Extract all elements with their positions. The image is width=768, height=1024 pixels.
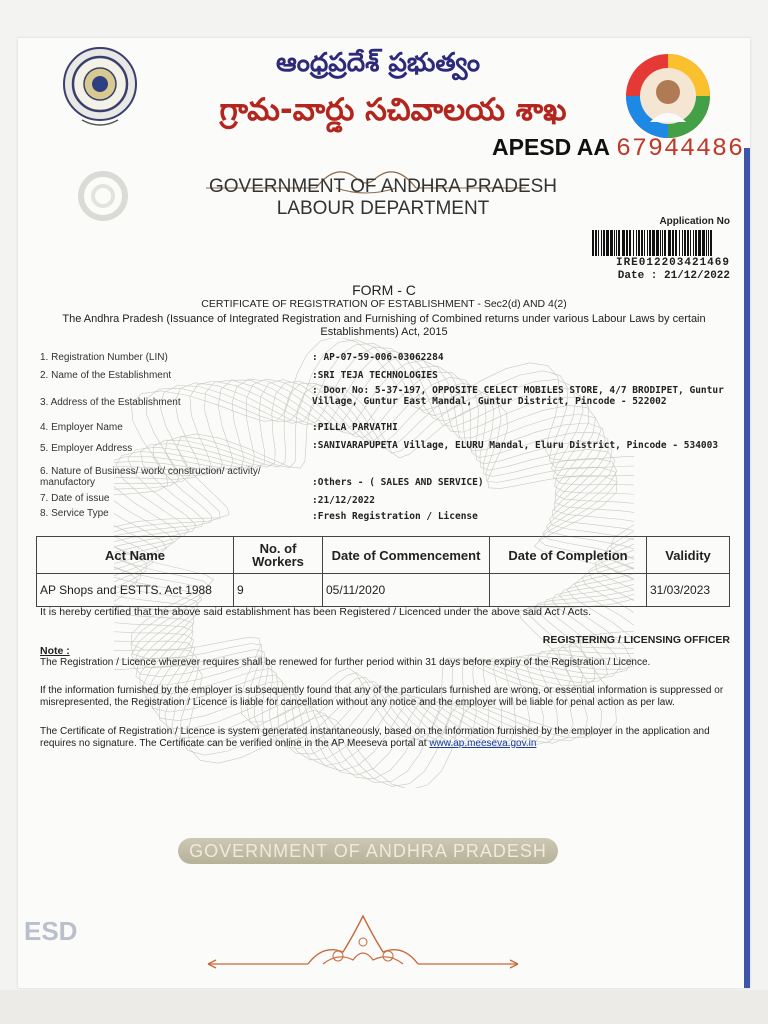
- field-label: 5. Employer Address: [40, 443, 133, 454]
- field-value: :PILLA PARVATHI: [312, 422, 398, 433]
- ap-state-emblem: [54, 42, 146, 134]
- field-value: : AP-07-59-006-03062284: [312, 352, 444, 363]
- department-heading: LABOUR DEPARTMENT: [276, 198, 490, 219]
- apesd-prefix: APESD AA: [492, 134, 610, 160]
- field-label: 6. Nature of Business/ work/ construction/ activity/ manufactory: [40, 466, 261, 488]
- telugu-government-title: ఆంధ్రప్రదేశ్ ప్రభుత్వం: [275, 48, 481, 78]
- application-number-label: Application No: [659, 216, 730, 227]
- cell-act-name: AP Shops and ESTTS. Act 1988: [37, 574, 234, 607]
- cell-workers: 9: [234, 574, 323, 607]
- field-label: 4. Employer Name: [40, 422, 123, 433]
- note-system-generated: [40, 726, 730, 749]
- field-label: 2. Name of the Establishment: [40, 370, 172, 381]
- bottom-ornament: [198, 906, 528, 976]
- application-date: Date : 21/12/2022: [617, 270, 730, 282]
- field-value: :Others - ( SALES AND SERVICE): [312, 477, 484, 488]
- field-value: :SANIVARAPUPETA Village, ELURU Mandal, Eluru District, Pincode - 534003: [312, 440, 719, 451]
- faint-seal-mark: [68, 166, 138, 226]
- cell-validity: 31/03/2023: [647, 574, 730, 607]
- table-row: [37, 574, 730, 607]
- column-header-act-name: Act Name: [37, 537, 234, 574]
- column-header-commencement: Date of Commencement: [323, 537, 490, 574]
- application-number: IRE012203421469: [615, 257, 730, 269]
- form-name: FORM - C: [352, 282, 416, 298]
- chief-minister-photo-badge: [624, 52, 712, 140]
- meeseva-portal-link[interactable]: www.ap.meeseva.gov.in: [429, 737, 537, 749]
- act-description: The Andhra Pradesh (Issuance of Integrated Registration and Furnishing of Combined returns under various Labour Laws by certain Establishments) Act, 2015: [62, 313, 706, 338]
- government-heading: GOVERNMENT OF ANDHRA PRADESH: [208, 176, 558, 197]
- apesd-number: 67944486: [616, 134, 745, 163]
- telugu-department-title: గ్రామ-వార్డు సచివాలయ శాఖ: [219, 92, 567, 128]
- certification-statement: It is hereby certified that the above said establishment has been Registered / Licenced under the above said Act / Acts.: [40, 606, 591, 618]
- acts-table: [36, 536, 730, 607]
- field-value: :21/12/2022: [312, 495, 375, 506]
- registering-officer-label: REGISTERING / LICENSING OFFICER: [542, 634, 730, 646]
- note-renewal: The Registration / Licence wherever requires shall be renewed for further period within 31 days before expiry of the Registration / Licence.: [40, 657, 651, 668]
- background-surface: [0, 990, 768, 1024]
- note-heading: Note :: [40, 645, 70, 657]
- column-header-completion: Date of Completion: [490, 537, 647, 574]
- column-header-validity: Validity: [647, 537, 730, 574]
- page-edge-stripe: [744, 148, 750, 988]
- field-value: :Fresh Registration / License: [312, 511, 478, 522]
- certificate-page: [18, 38, 750, 988]
- field-label: 1. Registration Number (LIN): [40, 352, 168, 363]
- field-value: : Door No: 5-37-197, OPPOSITE CELECT MOBILES STORE, 4/7 BRODIPET, Guntur Village, Guntur East Mandal, Guntur District, Pincode - 522002: [312, 385, 724, 407]
- field-value: :SRI TEJA TECHNOLOGIES: [312, 370, 438, 381]
- table-header-row: [37, 537, 730, 574]
- field-label: 3. Address of the Establishment: [40, 397, 181, 408]
- cell-completion: [490, 574, 647, 607]
- cell-commencement: 05/11/2020: [323, 574, 490, 607]
- esd-watermark: ESD: [24, 916, 78, 946]
- field-label: 8. Service Type: [40, 508, 109, 519]
- certificate-title: CERTIFICATE OF REGISTRATION OF ESTABLISHMENT - Sec2(d) AND 4(2): [201, 298, 567, 310]
- field-label: 7. Date of issue: [40, 493, 110, 504]
- note-system-generated-text: The Certificate of Registration / Licence is system generated instantaneously, based on the information furnished by the employer in the application and requires no signature. The Certificate can be verified online in the AP Meeseva portal at: [40, 726, 710, 749]
- application-barcode: [592, 230, 712, 256]
- note-misrepresentation: If the information furnished by the employer is subsequently found that any of the particulars furnished are wrong, or essential information is suppressed or misrepresented, the Registration / Licence is liable for cancellation without any notice and the employer will be liable for penal action as per law.: [40, 685, 724, 708]
- government-embossed-stamp: GOVERNMENT OF ANDHRA PRADESH: [178, 838, 558, 864]
- column-header-workers: No. of Workers: [234, 537, 323, 574]
